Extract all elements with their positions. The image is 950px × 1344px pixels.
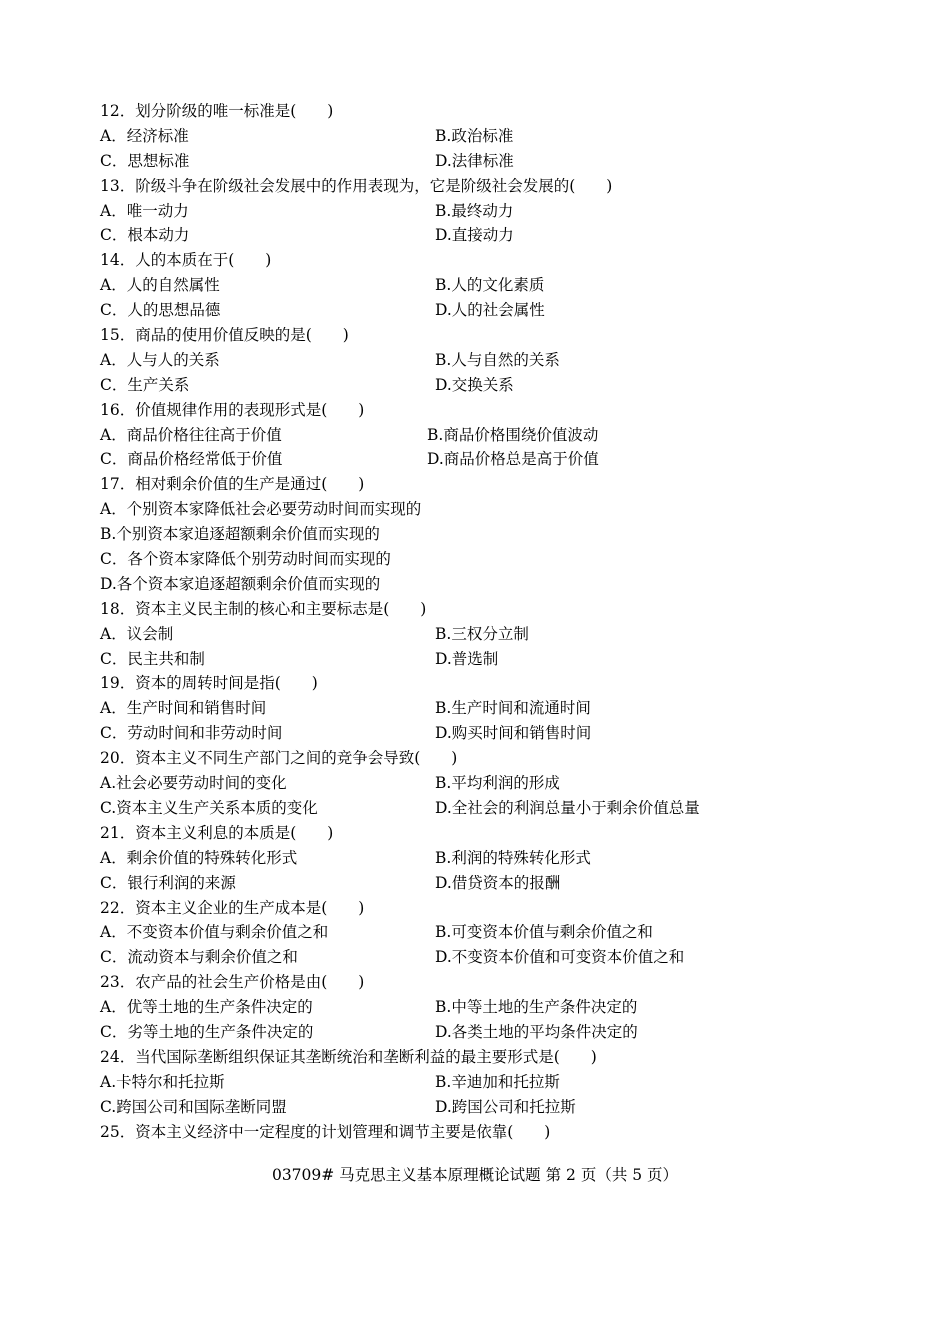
answer-option: B.生产时间和流通时间	[435, 699, 591, 718]
answer-option: A．人与人的关系	[100, 350, 220, 369]
answer-option: D.普选制	[435, 649, 499, 668]
answer-option: C．劳动时间和非劳动时间	[100, 724, 283, 743]
option-row	[100, 696, 860, 721]
answer-option: C．生产关系	[100, 375, 190, 394]
answer-option: D.法律标准	[435, 151, 514, 170]
answer-option: C.跨国公司和国际垄断同盟	[100, 1097, 287, 1116]
question-list	[100, 99, 860, 1144]
answer-option: B.平均利润的形成	[435, 774, 560, 793]
answer-option: C．劣等土地的生产条件决定的	[100, 1022, 314, 1041]
answer-option: D.各类土地的平均条件决定的	[435, 1022, 638, 1041]
option-row	[100, 149, 860, 174]
option-row	[100, 871, 860, 896]
answer-option: A．商品价格往往高于价值	[100, 425, 282, 444]
answer-option: B.人与自然的关系	[435, 350, 560, 369]
answer-option: A.社会必要劳动时间的变化	[100, 774, 287, 793]
answer-option: C．流动资本与剩余价值之和	[100, 948, 298, 967]
answer-option: B.人的文化素质	[435, 276, 545, 295]
answer-option: C．民主共和制	[100, 649, 205, 668]
answer-option: C．银行利润的来源	[100, 873, 236, 892]
answer-option: C.资本主义生产关系本质的变化	[100, 798, 318, 817]
option-row	[100, 1095, 860, 1120]
answer-option: B.中等土地的生产条件决定的	[435, 998, 638, 1017]
question-stem: 15．商品的使用价值反映的是( )	[100, 326, 349, 345]
question-stem: 14．人的本质在于( )	[100, 251, 272, 270]
question-stem: 17．相对剩余价值的生产是通过( )	[100, 475, 365, 494]
question-stem: 21．资本主义利息的本质是( )	[100, 823, 334, 842]
option-row	[100, 348, 860, 373]
option-row	[100, 199, 860, 224]
answer-option: D.直接动力	[435, 226, 514, 245]
answer-option: D.各个资本家追逐超额剩余价值而实现的	[100, 574, 381, 593]
answer-option: B.政治标准	[435, 126, 514, 145]
answer-option: A．议会制	[100, 624, 174, 643]
answer-option: B.最终动力	[435, 201, 514, 220]
answer-option: C．商品价格经常低于价值	[100, 450, 283, 469]
question-stem: 19．资本的周转时间是指( )	[100, 674, 318, 693]
answer-option: A．个别资本家降低社会必要劳动时间而实现的	[100, 500, 422, 519]
option-row	[100, 920, 860, 945]
option-row	[100, 423, 860, 448]
question-stem: 18．资本主义民主制的核心和主要标志是( )	[100, 599, 427, 618]
option-row	[100, 721, 860, 746]
option-row	[100, 447, 860, 472]
answer-option: A．剩余价值的特殊转化形式	[100, 848, 298, 867]
question-stem: 12．划分阶级的唯一标准是( )	[100, 102, 334, 120]
answer-option: B.辛迪加和托拉斯	[435, 1072, 560, 1091]
option-row	[100, 1070, 860, 1095]
option-row	[100, 647, 860, 672]
question-stem: 25．资本主义经济中一定程度的计划管理和调节主要是依靠( )	[100, 1122, 551, 1141]
answer-option: B.可变资本价值与剩余价值之和	[435, 923, 653, 942]
option-row	[100, 298, 860, 323]
answer-option: B.商品价格围绕价值波动	[427, 425, 599, 444]
question-stem: 23．农产品的社会生产价格是由( )	[100, 973, 365, 992]
answer-option: D.购买时间和销售时间	[435, 724, 592, 743]
answer-option: D.不变资本价值和可变资本价值之和	[435, 948, 685, 967]
answer-option: D.人的社会属性	[435, 301, 545, 320]
answer-option: A．经济标准	[100, 126, 189, 145]
option-row	[100, 223, 860, 248]
answer-option: C．各个资本家降低个别劳动时间而实现的	[100, 550, 391, 569]
page-footer: 03709# 马克思主义基本原理概论试题 第 2 页（共 5 页）	[271, 1166, 679, 1184]
option-row	[100, 124, 860, 149]
answer-option: C．思想标准	[100, 151, 190, 170]
answer-option: D.交换关系	[435, 375, 514, 394]
answer-option: A．生产时间和销售时间	[100, 699, 267, 718]
option-row	[100, 1020, 860, 1045]
answer-option: A．唯一动力	[100, 201, 189, 220]
answer-option: B.三权分立制	[435, 624, 529, 643]
answer-option: B.利润的特殊转化形式	[435, 848, 591, 867]
question-stem: 20．资本主义不同生产部门之间的竞争会导致( )	[100, 749, 458, 768]
answer-option: D.商品价格总是高于价值	[427, 450, 599, 469]
option-row	[100, 373, 860, 398]
answer-option: A．人的自然属性	[100, 276, 220, 295]
answer-option: D.全社会的利润总量小于剩余价值总量	[435, 798, 700, 817]
answer-option: B.个别资本家追逐超额剩余价值而实现的	[100, 525, 380, 544]
answer-option: A．不变资本价值与剩余价值之和	[100, 923, 329, 942]
question-stem: 13．阶级斗争在阶级社会发展中的作用表现为，它是阶级社会发展的( )	[100, 176, 613, 195]
option-row	[100, 995, 860, 1020]
option-row	[100, 273, 860, 298]
answer-option: D.跨国公司和托拉斯	[435, 1097, 576, 1116]
answer-option: C．人的思想品德	[100, 301, 221, 320]
answer-option: A.卡特尔和托拉斯	[100, 1072, 225, 1091]
option-row	[100, 796, 860, 821]
option-row	[100, 846, 860, 871]
option-row	[100, 771, 860, 796]
answer-option: D.借贷资本的报酬	[435, 873, 561, 892]
answer-option: C．根本动力	[100, 226, 190, 245]
option-row	[100, 945, 860, 970]
answer-option: A．优等土地的生产条件决定的	[100, 998, 313, 1017]
question-stem: 16．价值规律作用的表现形式是( )	[100, 400, 365, 419]
question-stem: 24．当代国际垄断组织保证其垄断统治和垄断利益的最主要形式是( )	[100, 1047, 597, 1066]
question-stem: 22．资本主义企业的生产成本是( )	[100, 898, 365, 917]
option-row	[100, 622, 860, 647]
